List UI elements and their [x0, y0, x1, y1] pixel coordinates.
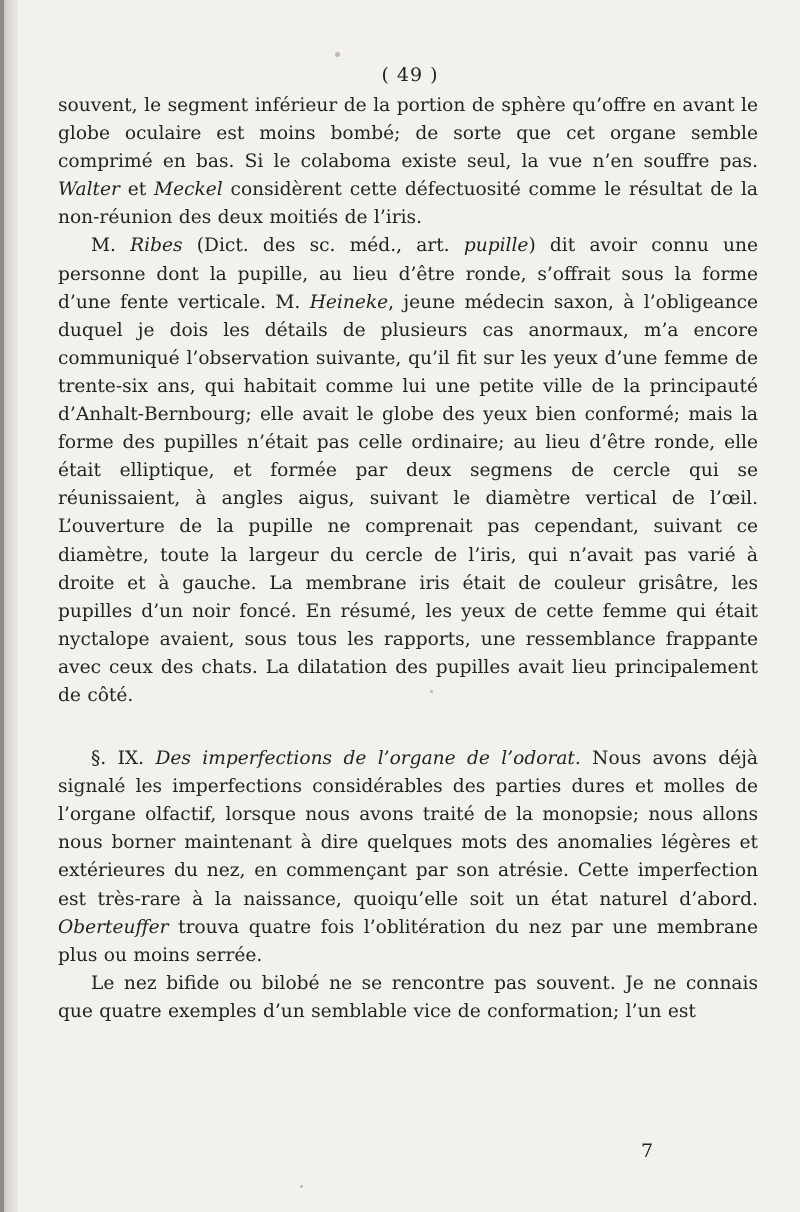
page-number-header: ( 49 ) — [381, 64, 439, 86]
text-run: et — [119, 179, 155, 201]
signature-mark: 7 — [641, 1140, 654, 1162]
italic-run: Meckel — [154, 179, 223, 201]
italic-run: Walter — [58, 179, 120, 201]
italic-run: Oberteuffer — [58, 916, 169, 938]
paper-speck — [300, 1185, 303, 1188]
book-spine-edge — [0, 0, 4, 1212]
text-run: ) dit avoir connu une personne dont la pupille, au lieu d’être ronde, s’offrait sous la forme d’une fente verticale. M. — [58, 235, 758, 313]
text-run: §. IX. — [91, 748, 156, 770]
paragraph — [58, 745, 758, 970]
text-run: Le nez bifide ou bilobé ne se rencontre pas souvent. Je ne connais que quatre exemples d’un semblable vice de conformation; l’un est — [58, 972, 758, 1022]
italic-run: pupille — [463, 235, 529, 257]
italic-run: Des imperfections de l’organe de l’odorat. — [155, 748, 581, 770]
page-body — [58, 58, 758, 1026]
text-run: (Dict. des sc. méd., art. — [182, 235, 464, 257]
paragraph — [58, 970, 758, 1026]
page-text — [58, 92, 758, 1026]
text-run: , jeune médecin saxon, à l’obligeance duquel je dois les détails de plusieurs cas anormaux, m’a encore communiqué l’observation suivante, qu’il fit sur les yeux d’une femme de trente-six ans, qui habitait comme lui une petite ville de la principauté d’Anhalt-Bernbourg; elle avait le globe des yeux bien conformé; mais la forme des pupilles n’était pas celle ordinaire; au lieu d’être ronde, elle était elliptique, et formée par deux segmens de cercle qui se réunissaient, à angles aigus, suivant le diamètre vertical de l’œil. L’ouverture de la pupille ne comprenait pas cependant, suivant ce diamètre, toute la largeur du cercle de l’iris, qui n’avait pas varié à droite et à gauche. La membrane iris était de couleur grisâtre, les pupilles d’un noir foncé. En résumé, les yeux de cette femme qui était nyctalope avaient, sous tous les rapports, une ressemblance frappante avec ceux des chats. La dilatation des pupilles avait lieu principalement de côté. — [58, 291, 758, 706]
italic-run: Heineke — [309, 291, 389, 313]
paper-speck — [335, 52, 340, 57]
paragraph — [58, 92, 758, 232]
text-run: trouva quatre fois l’oblitération du nez par une membrane plus ou moins serrée. — [58, 916, 758, 966]
text-run: souvent, le segment inférieur de la portion de sphère qu’offre en avant le globe oculaire est moins bombé; de sorte que cet organe semble comprimé en bas. Si le colaboma existe seul, la vue n’en souffre pas. — [58, 95, 758, 173]
paragraph — [58, 232, 758, 710]
paper-speck — [430, 690, 433, 693]
text-run: M. — [91, 235, 131, 257]
text-run: Nous avons déjà signalé les imperfections considérables des parties dures et molles de l’organe olfactif, lorsque nous avons traité de la monopsie; nous allons nous borner maintenant à dire quelques mots des anomalies légères et extérieures du nez, en commençant par son atrésie. Cette imperfection est très-rare à la naissance, quoiqu’elle soit un état naturel d’abord. — [58, 748, 758, 910]
section-gap — [58, 710, 758, 745]
text-run: considèrent cette défectuosité comme le résultat de la non-réunion des deux moitiés de l’iris. — [58, 179, 758, 229]
italic-run: Ribes — [130, 235, 183, 257]
